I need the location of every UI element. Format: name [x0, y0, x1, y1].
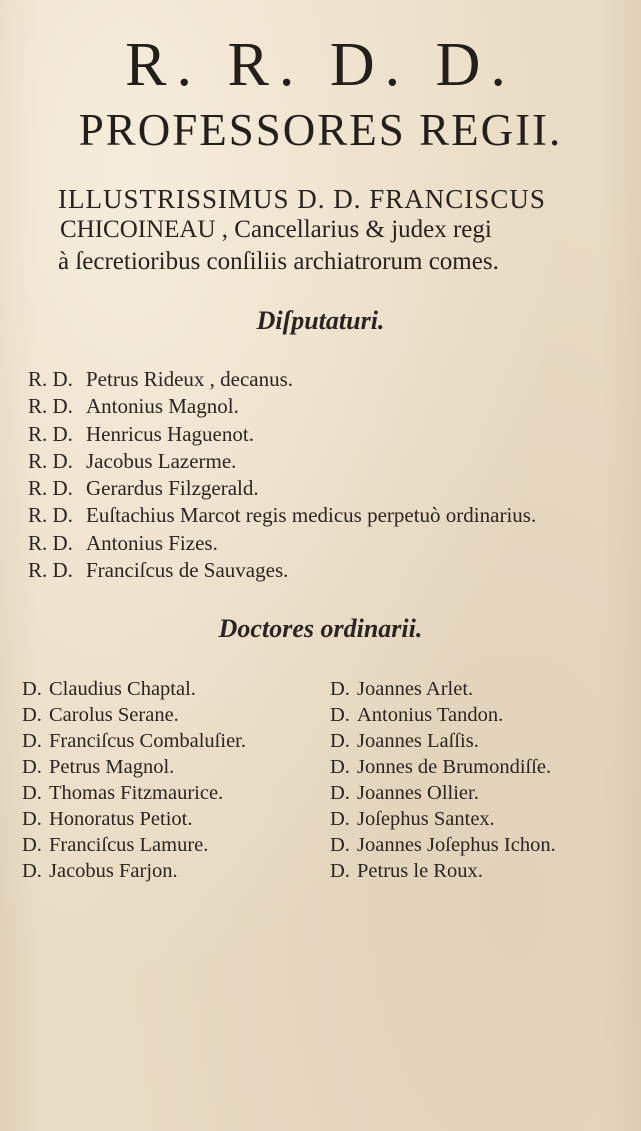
page-title: R. R. D. D.	[125, 31, 516, 99]
list-item	[28, 448, 628, 475]
list-item	[330, 754, 630, 780]
section-title-doctores: Doctores ordinarii.	[218, 614, 423, 643]
item-title: D.	[330, 782, 350, 804]
item-name: Antonius Tandon.	[357, 704, 504, 726]
item-title: D.	[22, 756, 42, 778]
item-name: Carolus Serane.	[49, 704, 179, 726]
list-item	[22, 702, 322, 728]
item-name: Claudius Chaptal.	[49, 678, 196, 700]
item-name: Henricus Haguenot.	[86, 421, 254, 446]
page-subtitle: PROFESSORES REGII.	[78, 105, 563, 155]
item-name: Joannes Ollier.	[357, 782, 479, 804]
list-item	[28, 530, 628, 557]
item-title: D.	[22, 730, 42, 752]
item-name: Franciſcus de Sauvages.	[86, 558, 289, 583]
item-name: Joannes Joſephus Ichon.	[357, 834, 556, 856]
item-title: D.	[330, 678, 350, 700]
list-item	[330, 728, 630, 754]
section-title-disputaturi: Diſputaturi.	[256, 306, 385, 335]
item-title: R. D.	[28, 421, 73, 446]
item-title: R. D.	[28, 558, 73, 583]
list-item	[330, 780, 630, 806]
item-title: R. D.	[28, 530, 73, 555]
list-item	[330, 858, 630, 884]
list-item	[22, 676, 322, 702]
doctores-left-column	[22, 676, 322, 884]
item-name: Jacobus Farjon.	[49, 860, 178, 882]
doctores-right-column	[330, 676, 630, 884]
list-item	[22, 780, 322, 806]
intro-line-1: ILLUSTRISSIMUS D. D. FRANCISCUS	[58, 184, 546, 214]
intro-line-3: à ſecretioribus conſiliis archiatrorum comes.	[58, 248, 499, 275]
item-title: R. D.	[28, 367, 73, 391]
item-title: D.	[22, 704, 42, 726]
item-title: R. D.	[28, 448, 73, 473]
list-item	[28, 421, 628, 448]
item-title: D.	[330, 808, 350, 830]
list-item	[28, 557, 628, 584]
list-item	[22, 858, 322, 884]
list-item	[330, 806, 630, 832]
item-name: Honoratus Petiot.	[49, 808, 193, 830]
list-item	[22, 832, 322, 858]
item-title: D.	[22, 782, 42, 804]
item-title: R. D.	[28, 476, 73, 501]
item-name: Euſtachius Marcot regis medicus perpetuò ordinarius.	[86, 503, 537, 528]
intro-line-2: CHICOINEAU , Cancellarius & judex regi	[60, 216, 492, 243]
item-name: Franciſcus Combaluſier.	[49, 730, 246, 752]
item-title: D.	[330, 860, 350, 882]
item-title: D.	[330, 730, 350, 752]
list-item	[28, 502, 628, 529]
item-name: Joſephus Santex.	[357, 808, 495, 830]
list-item	[330, 702, 630, 728]
item-name: Gerardus Filzgerald.	[86, 476, 259, 501]
list-item	[330, 676, 630, 702]
item-name: Petrus le Roux.	[357, 860, 483, 882]
item-title: D.	[330, 834, 350, 856]
disputaturi-list	[28, 366, 628, 584]
item-title: D.	[22, 808, 42, 830]
list-item	[28, 393, 628, 420]
item-name: Thomas Fitzmaurice.	[49, 782, 224, 804]
item-title: D.	[22, 834, 42, 856]
list-item	[22, 806, 322, 832]
item-name: Joannes Laſſis.	[357, 730, 479, 752]
item-title: D.	[22, 678, 42, 700]
list-item	[330, 832, 630, 858]
item-name: Jonnes de Brumondiſſe.	[357, 756, 552, 778]
item-title: D.	[330, 756, 350, 778]
item-name: Jacobus Lazerme.	[86, 448, 237, 473]
item-name: Antonius Fizes.	[86, 530, 218, 555]
list-item	[22, 754, 322, 780]
item-name: Antonius Magnol.	[86, 394, 239, 419]
item-title: R. D.	[28, 394, 73, 419]
item-title: R. D.	[28, 503, 73, 528]
list-item	[28, 366, 628, 393]
item-name: Franciſcus Lamure.	[49, 834, 209, 856]
list-item	[28, 475, 628, 502]
item-title: D.	[22, 860, 42, 882]
item-name: Joannes Arlet.	[357, 678, 474, 700]
item-name: Petrus Rideux , decanus.	[86, 367, 294, 391]
item-title: D.	[330, 704, 350, 726]
list-item	[22, 728, 322, 754]
item-name: Petrus Magnol.	[49, 756, 175, 778]
